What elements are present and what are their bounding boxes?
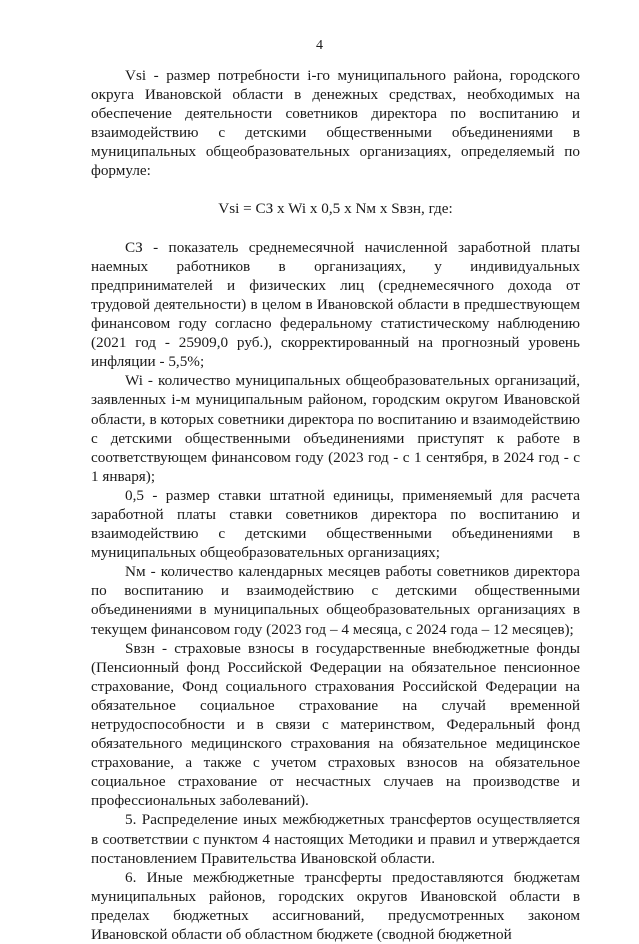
paragraph-wi-definition: Wi - количество муниципальных общеобразовательных организаций, заявленных i-м муниципальным районом, городским округом Ивановской области, в которых советники директора по воспитанию и взаимодействию с детскими общественными объединениями приступят к работе в соответствующем финансовом году (2023 год - с 1 сентября, в 2024 год - с 1 января);: [91, 372, 580, 485]
document-body: [91, 66, 580, 944]
paragraph-vsi-definition: Vsi - размер потребности i-го муниципального района, городского округа Ивановской области в денежных средствах, необходимых на обеспечение деятельности советников директора по воспитанию и взаимодействию с детскими общественными объединениями в муниципальных общеобразовательных организациях, определяемый по формуле:: [91, 67, 580, 180]
formula: Vsi = СЗ x Wi x 0,5 x Nм x Sвзн, где:: [218, 199, 453, 217]
paragraph-rate-definition: 0,5 - размер ставки штатной единицы, применяемый для расчета заработной платы ставки советников директора по воспитанию и взаимодействию с детскими общественными объединениями в муниципальных общеобразовательных организациях;: [91, 486, 580, 562]
paragraph-item-6: 6. Иные межбюджетные трансферты предоставляются бюджетам муниципальных районов, городских округов Ивановской области в пределах бюджетных ассигнований, предусмотренных законом Ивановской области об областном бюджете (сводной бюджетной: [91, 868, 580, 944]
page-number: 4: [316, 38, 323, 53]
paragraph-nm-definition: Nм - количество календарных месяцев работы советников директора по воспитанию и взаимодействию с детскими общественными объединениями в муниципальных общеобразовательных организациях в текущем финансовом году (2023 год – 4 месяца, с 2024 года – 12 месяцев);: [91, 563, 580, 638]
paragraph-sz-definition: СЗ - показатель среднемесячной начисленной заработной платы наемных работников в организациях, у индивидуальных предпринимателей и физических лиц (среднемесячного дохода от трудовой деятельности) в целом в Ивановской области в предшествующем финансовом году согласно федеральному статистическому наблюдению (2021 год - 25909,0 руб.), скорректированный на прогнозный уровень инфляции - 5,5%;: [91, 238, 580, 371]
paragraph-item-5: 5. Распределение иных межбюджетных трансфертов осуществляется в соответствии с пунктом 4 настоящих Методики и правил и утверждается постановлением Правительства Ивановской области.: [91, 811, 580, 867]
paragraph-svzn-definition: Sвзн - страховые взносы в государственные внебюджетные фонды (Пенсионный фонд Российской Федерации на обязательное пенсионное страхование, Фонд социального страхования Российской Федерации на обязательное социальное страхование на случай временной нетрудоспособности и в связи с материнством, Федеральный фонд обязательного медицинского страхования на обязательное медицинское страхование, а также с учетом страховых взносов на обязательное социальное страхование от несчастных случаев на производстве и профессиональных заболеваний).: [91, 639, 580, 810]
